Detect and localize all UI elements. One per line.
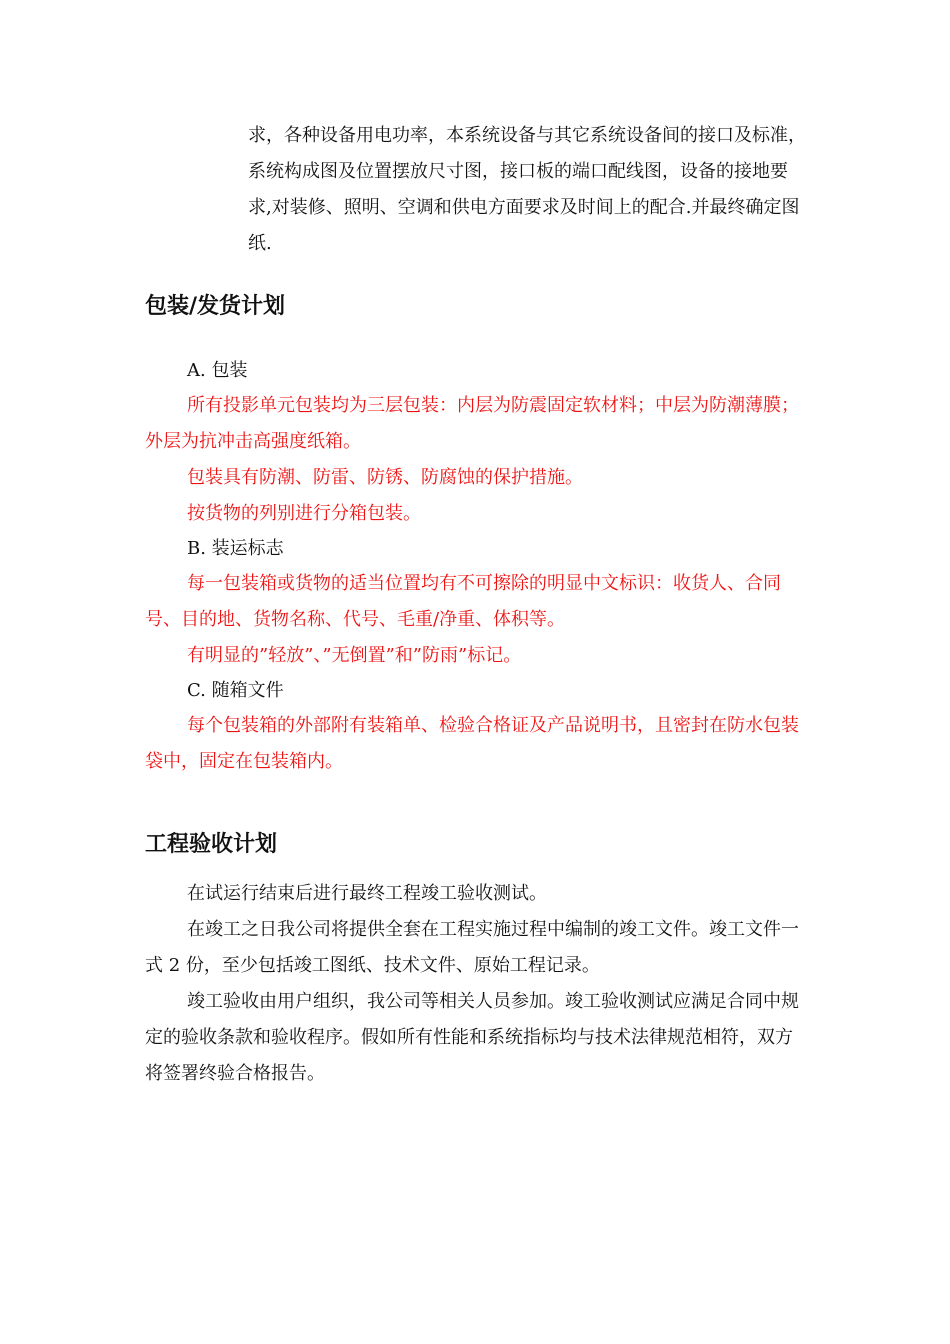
packaging-a-paragraph-3: 按货物的列别进行分箱包装。 (187, 503, 421, 524)
acceptance-section (145, 876, 807, 1092)
intro-paragraph: 求，各种设备用电功率，本系统设备与其它系统设备间的接口及标准，系统构成图及位置摆放尺寸图，接口板的端口配线图，设备的接地要求,对装修、照明、空调和供电方面要求及时间上的配合.并最终确定图纸. (248, 125, 806, 254)
acceptance-paragraph-2: 在竣工之日我公司将提供全套在工程实施过程中编制的竣工文件。竣工文件一式 2 份，至少包括竣工图纸、技术文件、原始工程记录。 (145, 919, 799, 976)
packaging-c-paragraph-1: 每个包装箱的外部附有装箱单、检验合格证及产品说明书，且密封在防水包装袋中，固定在包装箱内。 (145, 715, 799, 772)
packaging-a-paragraph-1: 所有投影单元包装均为三层包装：内层为防震固定软材料；中层为防潮薄膜；外层为抗冲击高强度纸箱。 (145, 395, 799, 452)
acceptance-paragraph-1: 在试运行结束后进行最终工程竣工验收测试。 (187, 883, 547, 904)
packaging-a-label: A. 包装 (187, 360, 248, 381)
packaging-b-paragraph-1: 每一包装箱或货物的适当位置均有不可擦除的明显中文标识：收货人、合同号、目的地、货物名称、代号、毛重/净重、体积等。 (145, 573, 781, 630)
packaging-b-paragraph-2: 有明显的”轻放”、”无倒置”和”防雨”标记。 (187, 645, 522, 666)
acceptance-section-title: 工程验收计划 (145, 832, 278, 857)
packaging-b-label: B. 装运标志 (187, 538, 284, 559)
acceptance-paragraph-3: 竣工验收由用户组织，我公司等相关人员参加。竣工验收测试应满足合同中规定的验收条款和验收程序。假如所有性能和系统指标均与技术法律规范相符，双方将签署终验合格报告。 (145, 991, 799, 1084)
packaging-a-paragraph-2: 包装具有防潮、防雷、防锈、防腐蚀的保护措施。 (187, 467, 583, 488)
packaging-c-label: C. 随箱文件 (187, 680, 284, 701)
packaging-section (145, 354, 807, 780)
packaging-section-title: 包装/发货计划 (145, 294, 286, 319)
